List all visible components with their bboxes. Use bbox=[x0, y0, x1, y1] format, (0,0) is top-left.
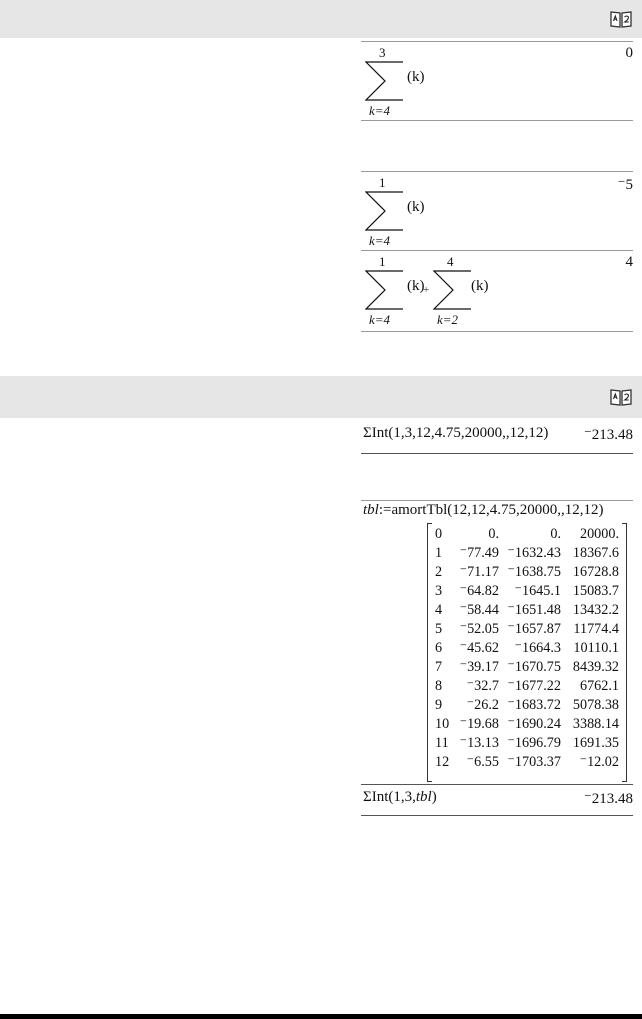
table-cell: ⁻64.82 bbox=[459, 583, 499, 599]
command: ΣInt(1,3,12,4.75,20000,,12,12) bbox=[363, 425, 549, 441]
table-cell: ⁻77.49 bbox=[459, 545, 499, 561]
table-cell: 1 bbox=[435, 545, 443, 561]
summand: (k) bbox=[407, 69, 425, 85]
table-row bbox=[431, 544, 621, 563]
table-row bbox=[431, 753, 621, 772]
command: ΣInt(1,3,tbl) bbox=[363, 789, 437, 805]
lower-limit: k=2 bbox=[437, 312, 459, 327]
entry-divider bbox=[361, 331, 633, 332]
table-cell: ⁻13.13 bbox=[459, 735, 499, 751]
result: ⁻213.48 bbox=[583, 427, 633, 443]
sum-example-3 bbox=[361, 250, 633, 330]
table-cell: 0. bbox=[488, 526, 499, 542]
sigma-int-entry-1 bbox=[361, 421, 633, 451]
lower-limit: k=4 bbox=[369, 312, 391, 327]
sigma-symbol bbox=[433, 270, 473, 310]
table-cell: 6 bbox=[435, 640, 443, 656]
table-cell: 1691.35 bbox=[572, 735, 619, 751]
table-cell: 10110.1 bbox=[573, 640, 619, 656]
plus-operator: + bbox=[423, 284, 430, 296]
table-cell: 10 bbox=[435, 716, 450, 732]
table-cell: ⁻26.2 bbox=[466, 697, 499, 713]
summation bbox=[363, 43, 413, 121]
table-cell: ⁻1657.87 bbox=[507, 621, 561, 637]
table-row bbox=[431, 601, 621, 620]
table-row bbox=[431, 582, 621, 601]
sum-example-1 bbox=[361, 41, 633, 119]
summand: (k) bbox=[407, 278, 425, 294]
amortization-matrix bbox=[427, 523, 627, 780]
table-cell: 11774.4 bbox=[573, 621, 619, 637]
table-cell: ⁻1703.37 bbox=[507, 754, 561, 770]
sigma-int-entry-2 bbox=[361, 786, 633, 814]
sum-example-2 bbox=[361, 171, 633, 249]
lower-limit: k=4 bbox=[369, 103, 391, 118]
amort-table bbox=[431, 525, 621, 772]
table-row bbox=[431, 734, 621, 753]
table-cell: 11 bbox=[435, 735, 449, 751]
table-cell: 13432.2 bbox=[572, 602, 619, 618]
table-cell: ⁻71.17 bbox=[459, 564, 499, 580]
table-row bbox=[431, 715, 621, 734]
upper-limit: 4 bbox=[447, 254, 454, 269]
table-cell: 8439.32 bbox=[572, 659, 619, 675]
table-cell: ⁻19.68 bbox=[459, 716, 499, 732]
entry-divider bbox=[361, 784, 633, 785]
upper-limit: 3 bbox=[379, 45, 386, 60]
entry-divider bbox=[361, 120, 633, 121]
amort-command-entry bbox=[361, 502, 633, 524]
table-cell: ⁻12.02 bbox=[579, 754, 619, 770]
table-cell: ⁻32.7 bbox=[466, 678, 499, 694]
table-row bbox=[431, 677, 621, 696]
table-cell: 0. bbox=[550, 526, 561, 542]
table-cell: ⁻1690.24 bbox=[507, 716, 561, 732]
table-cell: ⁻1683.72 bbox=[507, 697, 561, 713]
entry-divider bbox=[361, 453, 633, 454]
table-cell: 9 bbox=[435, 697, 443, 713]
summation bbox=[363, 173, 413, 251]
table-row bbox=[431, 525, 621, 544]
book-icon[interactable] bbox=[610, 10, 632, 28]
matrix-right-bracket bbox=[622, 523, 627, 782]
upper-limit: 1 bbox=[379, 175, 386, 190]
result: ⁻213.48 bbox=[583, 791, 633, 807]
table-cell: ⁻58.44 bbox=[459, 602, 499, 618]
sigma-symbol bbox=[365, 61, 405, 101]
table-cell: 7 bbox=[435, 659, 443, 675]
command bbox=[363, 502, 604, 519]
table-row bbox=[431, 696, 621, 715]
summation bbox=[363, 252, 413, 330]
table-cell: 3 bbox=[435, 583, 443, 599]
result: 4 bbox=[625, 254, 633, 270]
table-row bbox=[431, 658, 621, 677]
table-cell: ⁻1670.75 bbox=[507, 659, 561, 675]
table-cell: ⁻1696.79 bbox=[507, 735, 561, 751]
table-row bbox=[431, 620, 621, 639]
table-cell: ⁻1645.1 bbox=[514, 583, 561, 599]
section-header-sum bbox=[0, 0, 642, 38]
book-icon[interactable] bbox=[610, 388, 632, 406]
upper-limit: 1 bbox=[379, 254, 386, 269]
table-row bbox=[431, 563, 621, 582]
result: 0 bbox=[625, 45, 633, 61]
table-cell: 0 bbox=[435, 526, 443, 542]
table-cell: 16728.8 bbox=[572, 564, 619, 580]
table-cell: 8 bbox=[435, 678, 443, 694]
summand: (k) bbox=[407, 199, 425, 215]
table-cell: 12 bbox=[435, 754, 450, 770]
table-cell: ⁻39.17 bbox=[459, 659, 499, 675]
summand-2: (k) bbox=[471, 278, 489, 294]
variable-name: tbl bbox=[363, 502, 379, 518]
table-cell: ⁻45.62 bbox=[459, 640, 499, 656]
table-cell: ⁻1664.3 bbox=[514, 640, 561, 656]
table-row bbox=[431, 639, 621, 658]
table-cell: ⁻1632.43 bbox=[507, 545, 561, 561]
table-cell: ⁻1638.75 bbox=[507, 564, 561, 580]
result: ⁻5 bbox=[617, 177, 633, 193]
command-rest: :=amortTbl(12,12,4.75,20000,,12,12) bbox=[378, 502, 604, 518]
section-header-sigma-int bbox=[0, 376, 642, 418]
table-cell: ⁻52.05 bbox=[459, 621, 499, 637]
table-cell: ⁻1677.22 bbox=[507, 678, 561, 694]
page-footer-rule bbox=[0, 1014, 642, 1019]
table-cell: 3388.14 bbox=[572, 716, 619, 732]
table-cell: 15083.7 bbox=[572, 583, 619, 599]
table-cell: 2 bbox=[435, 564, 443, 580]
entry-divider bbox=[361, 500, 633, 501]
lower-limit: k=4 bbox=[369, 233, 391, 248]
table-cell: 5 bbox=[435, 621, 443, 637]
sigma-symbol bbox=[365, 191, 405, 231]
sigma-symbol bbox=[365, 270, 405, 310]
table-cell: 18367.6 bbox=[572, 545, 619, 561]
table-cell: 6762.1 bbox=[579, 678, 619, 694]
table-cell: 20000. bbox=[579, 526, 619, 542]
table-cell: ⁻1651.48 bbox=[507, 602, 561, 618]
entry-divider bbox=[361, 815, 633, 816]
table-cell: ⁻6.55 bbox=[466, 754, 499, 770]
table-cell: 5078.38 bbox=[572, 697, 619, 713]
table-cell: 4 bbox=[435, 602, 443, 618]
